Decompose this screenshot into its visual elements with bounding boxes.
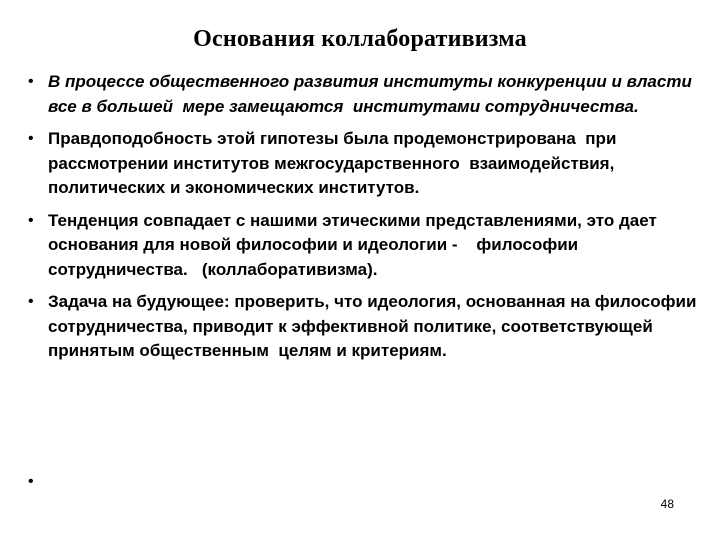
bullet-text: В процессе общественного развития институты конкуренции и власти все в большей мере замещаются институтами сотрудничества. [48,72,697,116]
list-item [28,290,700,364]
bullet-text: Задача на будующее: проверить, что идеология, основанная на философии сотрудничества, приводит к эффективной политике, соответствующей принятым общественным целям и критериям. [48,292,702,360]
slide-title: Основания коллаборативизма [193,26,527,52]
bullet-icon: • [28,73,34,90]
bullet-list [28,70,700,372]
bullet-icon: • [28,130,34,147]
bullet-text: Тенденция совпадает с нашими этическими представлениями, это дает основания для новой философии и идеологии - философии сотрудничества. (коллаборативизма). [48,210,662,279]
page-number: 48 [660,497,674,511]
bullet-text: Правдоподобность этой гипотезы была продемонстрирована при рассмотрении институтов межгосударственного взаимодействия, политических и экономических институтов. [48,129,622,197]
bullet-icon: • [28,293,34,310]
bullet-icon: • [28,473,34,490]
list-item [28,70,700,119]
list-item [28,209,700,283]
list-item [28,127,700,201]
bullet-icon: • [28,211,34,229]
